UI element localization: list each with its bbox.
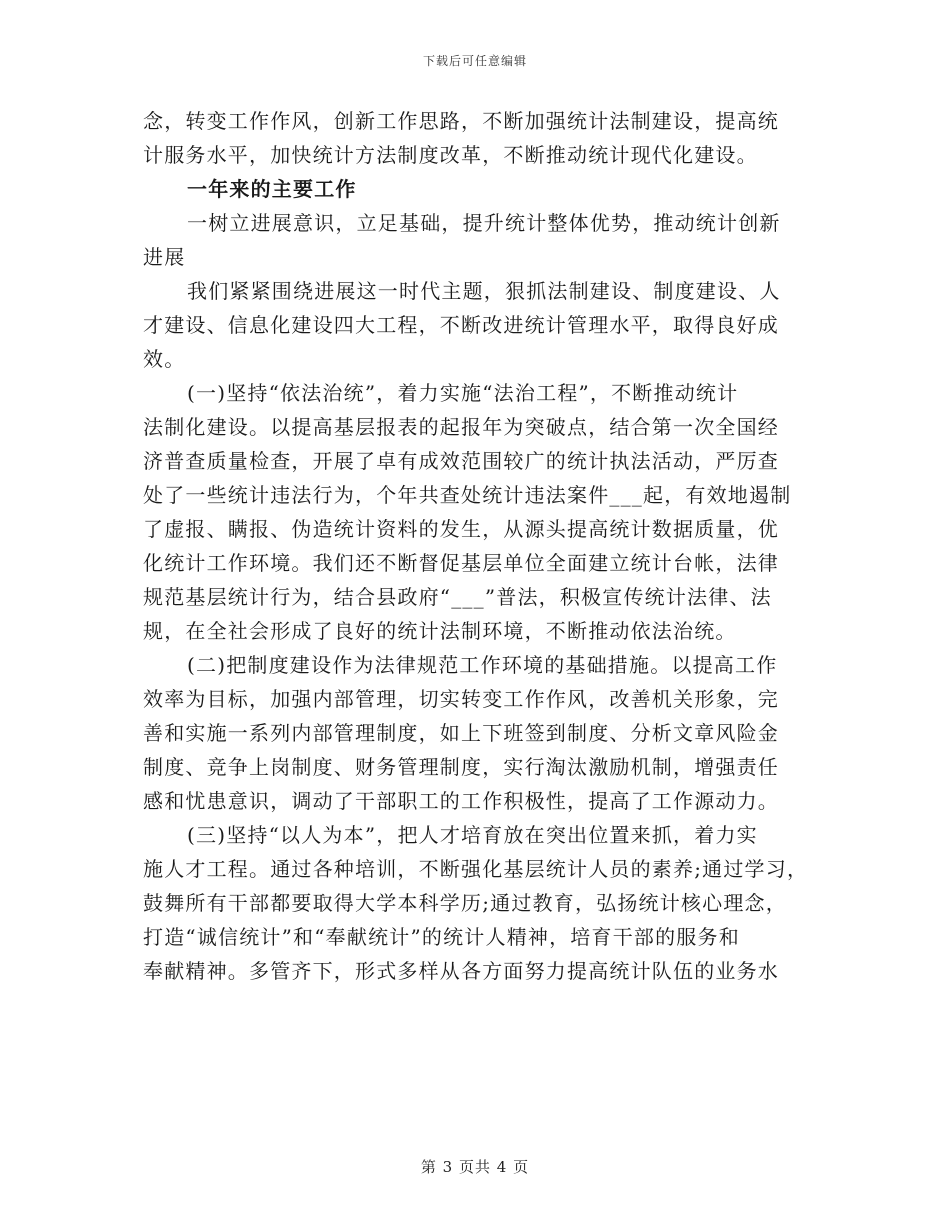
section-heading: 一年来的主要工作 — [187, 177, 357, 201]
body-line: 规，在全社会形成了良好的统计法制环境，不断推动依法治统。 — [143, 619, 737, 643]
body-line: 计服务水平，加快统计方法制度改革，不断推动统计现代化建设。 — [143, 143, 758, 167]
document-body — [143, 104, 813, 988]
body-line: 效率为目标，加强内部管理，切实转变工作作风，改善机关形象，完 — [143, 687, 779, 711]
body-line: 规范基层统计行为，结合县政府“___”普法，积极宣传统计法律、法 — [143, 585, 772, 609]
body-line: 打造“诚信统计”和“奉献统计”的统计人精神，培育干部的服务和 — [143, 925, 740, 949]
body-line: 我们紧紧围绕进展这一时代主题，狠抓法制建设、制度建设、人 — [187, 279, 781, 303]
body-line: 进展 — [143, 245, 186, 269]
body-line: 念，转变工作作风，创新工作思路，不断加强统计法制建设，提高统 — [143, 109, 779, 133]
body-line: (一)坚持“依法治统”，着力实施“法治工程”，不断推动统计 — [187, 381, 739, 405]
body-line: 处了一些统计违法行为，个年共查处统计违法案件___起，有效地遏制 — [143, 483, 792, 507]
body-line: 了虚报、瞒报、伪造统计资料的发生，从源头提高统计数据质量，优 — [143, 517, 779, 541]
body-line: 制度、竞争上岗制度、财务管理制度，实行淘汰激励机制，增强责任 — [143, 755, 779, 779]
body-line: 奉献精神。多管齐下，形式多样从各方面努力提高统计队伍的业务水 — [143, 959, 779, 983]
page-number-footer: 第 3 页共 4 页 — [420, 1158, 530, 1176]
body-line: 济普查质量检查，开展了卓有成效范围较广的统计执法活动，严厉查 — [143, 449, 779, 473]
body-line: 法制化建设。以提高基层报表的起报年为突破点，结合第一次全国经 — [143, 415, 779, 439]
body-line: 鼓舞所有干部都要取得大学本科学历;通过教育，弘扬统计核心理念， — [143, 891, 787, 915]
body-line: 化统计工作环境。我们还不断督促基层单位全面建立统计台帐，法律 — [143, 551, 779, 575]
page-header-note: 下载后可任意编辑 — [422, 54, 527, 68]
body-line: 善和实施一系列内部管理制度，如上下班签到制度、分析文章风险金 — [143, 721, 779, 745]
body-line: (二)把制度建设作为法律规范工作环境的基础措施。以提高工作 — [187, 653, 778, 677]
body-line: (三)坚持“以人为本”，把人才培育放在突出位置来抓，着力实 — [187, 823, 758, 847]
body-line: 感和忧患意识，调动了干部职工的工作积极性，提高了工作源动力。 — [143, 789, 779, 813]
body-line: 才建设、信息化建设四大工程，不断改进统计管理水平，取得良好成 — [143, 313, 779, 337]
body-line: 一树立进展意识，立足基础，提升统计整体优势，推动统计创新 — [187, 211, 781, 235]
body-line: 施人才工程。通过各种培训，不断强化基层统计人员的素养;通过学习， — [143, 857, 809, 881]
body-line: 效。 — [143, 347, 186, 371]
